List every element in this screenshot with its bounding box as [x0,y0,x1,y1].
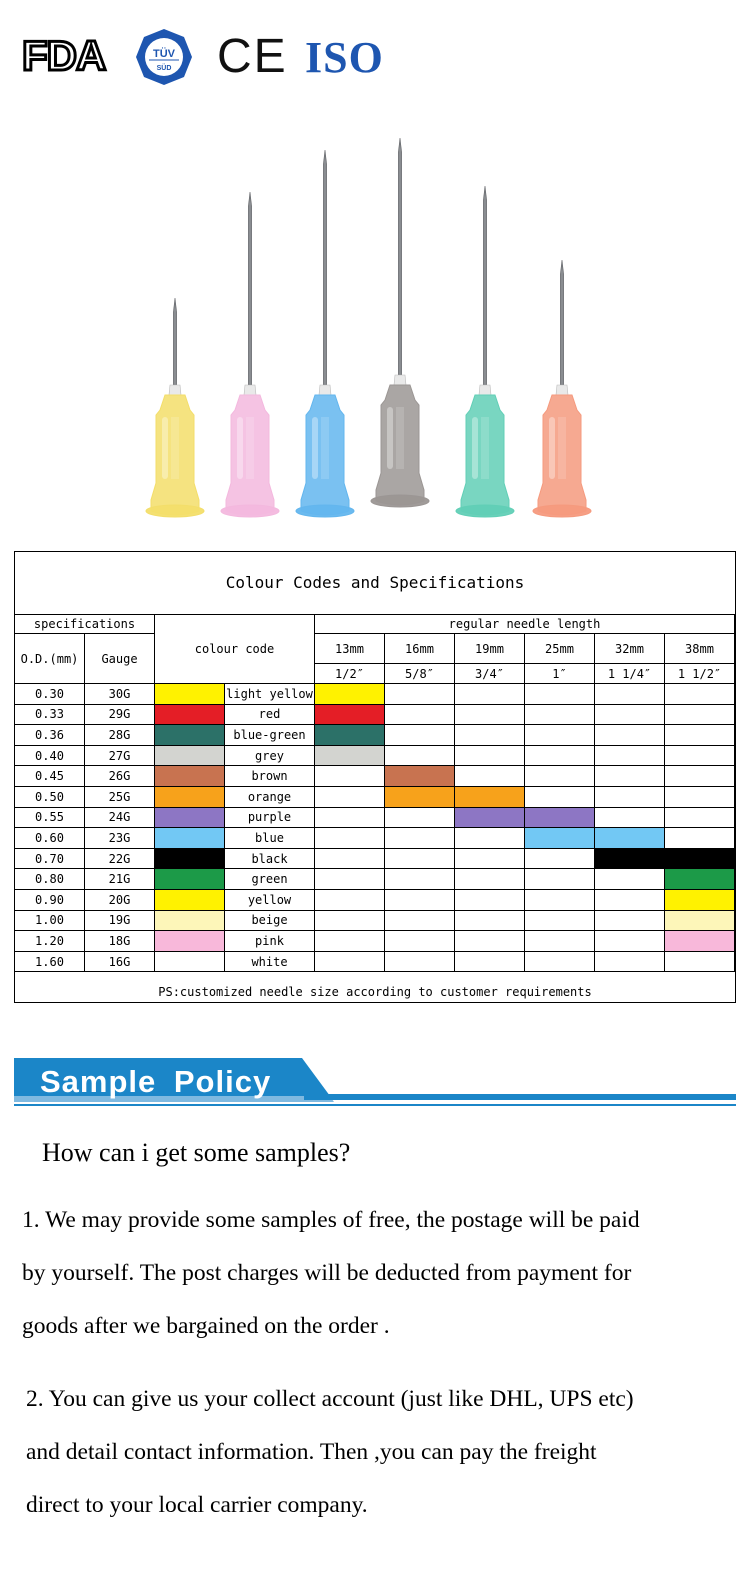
row-length-empty [455,890,525,911]
header-od: O.D.(mm) [15,634,85,684]
row-length-available [595,828,665,849]
row-length-empty [595,684,665,705]
row-length-empty [455,849,525,870]
header-length-mm: 25mm [525,634,595,664]
row-length-available [455,787,525,808]
row-od: 0.33 [15,705,85,726]
row-length-empty [525,849,595,870]
ce-mark: CE [217,30,288,83]
row-length-empty [595,705,665,726]
needle-6 [533,260,591,517]
header-length-inch: 1 1/4″ [595,664,665,684]
row-gauge: 25G [85,787,155,808]
row-colour-swatch [155,766,225,787]
row-length-empty [455,766,525,787]
row-colour-name: white [225,952,315,973]
row-colour-swatch [155,725,225,746]
row-length-available [385,787,455,808]
row-colour-name: red [225,705,315,726]
row-length-empty [595,869,665,890]
row-od: 0.70 [15,849,85,870]
row-length-available [595,849,665,870]
needle-3 [296,150,354,517]
row-length-empty [315,952,385,973]
row-length-empty [595,725,665,746]
row-length-available [525,808,595,829]
row-colour-swatch [155,869,225,890]
row-length-available [315,684,385,705]
row-length-empty [315,766,385,787]
row-colour-swatch [155,787,225,808]
row-length-empty [315,911,385,932]
row-length-empty [525,890,595,911]
header-gauge: Gauge [85,634,155,684]
row-length-empty [525,725,595,746]
row-gauge: 30G [85,684,155,705]
row-od: 0.50 [15,787,85,808]
row-colour-swatch [155,808,225,829]
header-length-inch: 1″ [525,664,595,684]
row-od: 0.30 [15,684,85,705]
row-length-empty [455,911,525,932]
row-length-empty [595,746,665,767]
row-length-empty [315,890,385,911]
table-note: PS:customized needle size according to customer requirements [158,985,592,999]
svg-text:TÜV: TÜV [153,48,175,60]
row-length-empty [665,684,735,705]
row-length-empty [385,869,455,890]
row-length-empty [455,828,525,849]
row-length-empty [665,808,735,829]
row-length-empty [455,931,525,952]
row-colour-name: pink [225,931,315,952]
policy-paragraph-1-line-1: 1. We may provide some samples of free, the postage will be paid [22,1207,640,1233]
header-length-inch: 3/4″ [455,664,525,684]
row-length-empty [665,952,735,973]
row-gauge: 23G [85,828,155,849]
header-length-mm: 32mm [595,634,665,664]
row-length-empty [385,911,455,932]
policy-paragraph-2-line-1: 2. You can give us your collect account (just like DHL, UPS etc) [26,1386,634,1412]
policy-paragraph-2-line-2: and detail contact information. Then ,you can pay the freight [26,1439,597,1465]
row-gauge: 19G [85,911,155,932]
row-length-available [385,766,455,787]
row-colour-swatch [155,911,225,932]
row-colour-swatch [155,705,225,726]
row-length-available [315,746,385,767]
policy-paragraph-2-line-3: direct to your local carrier company. [26,1492,368,1518]
row-od: 0.55 [15,808,85,829]
certification-logos [0,0,750,100]
row-length-empty [385,952,455,973]
row-length-empty [665,766,735,787]
header-specifications: specifications [15,614,155,634]
row-gauge: 21G [85,869,155,890]
row-length-empty [385,849,455,870]
row-length-empty [665,828,735,849]
row-length-empty [455,684,525,705]
header-length-inch: 1/2″ [315,664,385,684]
row-colour-name: black [225,849,315,870]
row-colour-name: green [225,869,315,890]
row-od: 1.60 [15,952,85,973]
needle-1 [146,298,204,517]
row-length-available [665,849,735,870]
row-colour-name: grey [225,746,315,767]
row-colour-name: brown [225,766,315,787]
header-length-mm: 16mm [385,634,455,664]
row-colour-name: blue [225,828,315,849]
row-length-available [665,869,735,890]
header-length-inch: 5/8″ [385,664,455,684]
header-length-mm: 19mm [455,634,525,664]
row-gauge: 24G [85,808,155,829]
row-colour-swatch [155,849,225,870]
header-length-mm: 13mm [315,634,385,664]
needles-illustration [0,120,750,540]
row-length-empty [525,705,595,726]
row-od: 1.20 [15,931,85,952]
svg-text:SÜD: SÜD [156,65,172,72]
row-length-available [665,931,735,952]
row-colour-swatch [155,931,225,952]
row-colour-swatch [155,890,225,911]
header-length-inch: 1 1/2″ [665,664,735,684]
row-length-empty [525,911,595,932]
row-length-empty [595,808,665,829]
row-length-empty [385,931,455,952]
iso-logo: ISO [305,33,384,82]
row-length-empty [455,746,525,767]
row-gauge: 26G [85,766,155,787]
row-gauge: 27G [85,746,155,767]
row-length-available [315,725,385,746]
row-length-empty [525,766,595,787]
row-length-empty [385,746,455,767]
header-length-mm: 38mm [665,634,735,664]
row-length-empty [385,828,455,849]
row-gauge: 16G [85,952,155,973]
row-length-empty [525,746,595,767]
row-length-available [455,808,525,829]
row-length-empty [665,787,735,808]
row-colour-name: beige [225,911,315,932]
row-length-empty [455,705,525,726]
row-length-available [665,890,735,911]
row-length-empty [595,952,665,973]
row-gauge: 22G [85,849,155,870]
row-colour-swatch [155,828,225,849]
header-colour-code: colour code [155,614,315,684]
row-length-empty [665,746,735,767]
row-length-empty [315,931,385,952]
row-length-empty [525,684,595,705]
sample-policy-title: Sample Policy [40,1064,272,1099]
needle-2 [221,192,279,517]
row-colour-name: purple [225,808,315,829]
row-length-empty [385,890,455,911]
needle-4 [371,138,429,507]
row-length-empty [595,931,665,952]
row-length-empty [385,808,455,829]
row-colour-name: blue-green [225,725,315,746]
row-length-empty [525,931,595,952]
row-gauge: 18G [85,931,155,952]
row-gauge: 28G [85,725,155,746]
table-title: Colour Codes and Specifications [15,552,735,615]
row-length-empty [385,705,455,726]
tuv-sud-logo [135,28,193,86]
row-length-empty [385,684,455,705]
row-od: 0.40 [15,746,85,767]
row-length-empty [665,725,735,746]
policy-paragraph-1-line-2: by yourself. The post charges will be deducted from payment for [22,1260,632,1286]
row-gauge: 20G [85,890,155,911]
row-od: 0.80 [15,869,85,890]
row-length-empty [455,725,525,746]
row-length-empty [595,787,665,808]
needle-5 [456,186,514,517]
row-colour-name: yellow [225,890,315,911]
row-length-empty [455,952,525,973]
samples-question: How can i get some samples? [42,1138,351,1167]
row-length-empty [525,869,595,890]
row-od: 0.45 [15,766,85,787]
row-length-empty [525,787,595,808]
row-length-empty [595,890,665,911]
row-od: 1.00 [15,911,85,932]
row-length-empty [315,808,385,829]
row-od: 0.90 [15,890,85,911]
row-length-empty [665,705,735,726]
sample-policy-banner [14,1054,736,1114]
colour-codes-table [14,551,736,1003]
row-length-available [525,828,595,849]
row-length-empty [385,725,455,746]
row-length-empty [595,911,665,932]
row-length-available [315,705,385,726]
row-colour-swatch [155,684,225,705]
row-length-empty [525,952,595,973]
row-length-empty [315,869,385,890]
row-gauge: 29G [85,705,155,726]
fda-logo: FDA [22,32,106,79]
row-length-empty [315,828,385,849]
row-colour-swatch [155,746,225,767]
row-colour-swatch [155,952,225,973]
row-colour-name: orange [225,787,315,808]
header-regular-needle-length: regular needle length [315,614,735,634]
row-length-empty [315,787,385,808]
row-length-empty [455,869,525,890]
row-length-empty [595,766,665,787]
row-length-empty [315,849,385,870]
row-od: 0.36 [15,725,85,746]
policy-paragraph-1-line-3: goods after we bargained on the order . [22,1313,390,1339]
row-length-available [665,911,735,932]
row-colour-name: light yellow [225,684,315,705]
row-od: 0.60 [15,828,85,849]
